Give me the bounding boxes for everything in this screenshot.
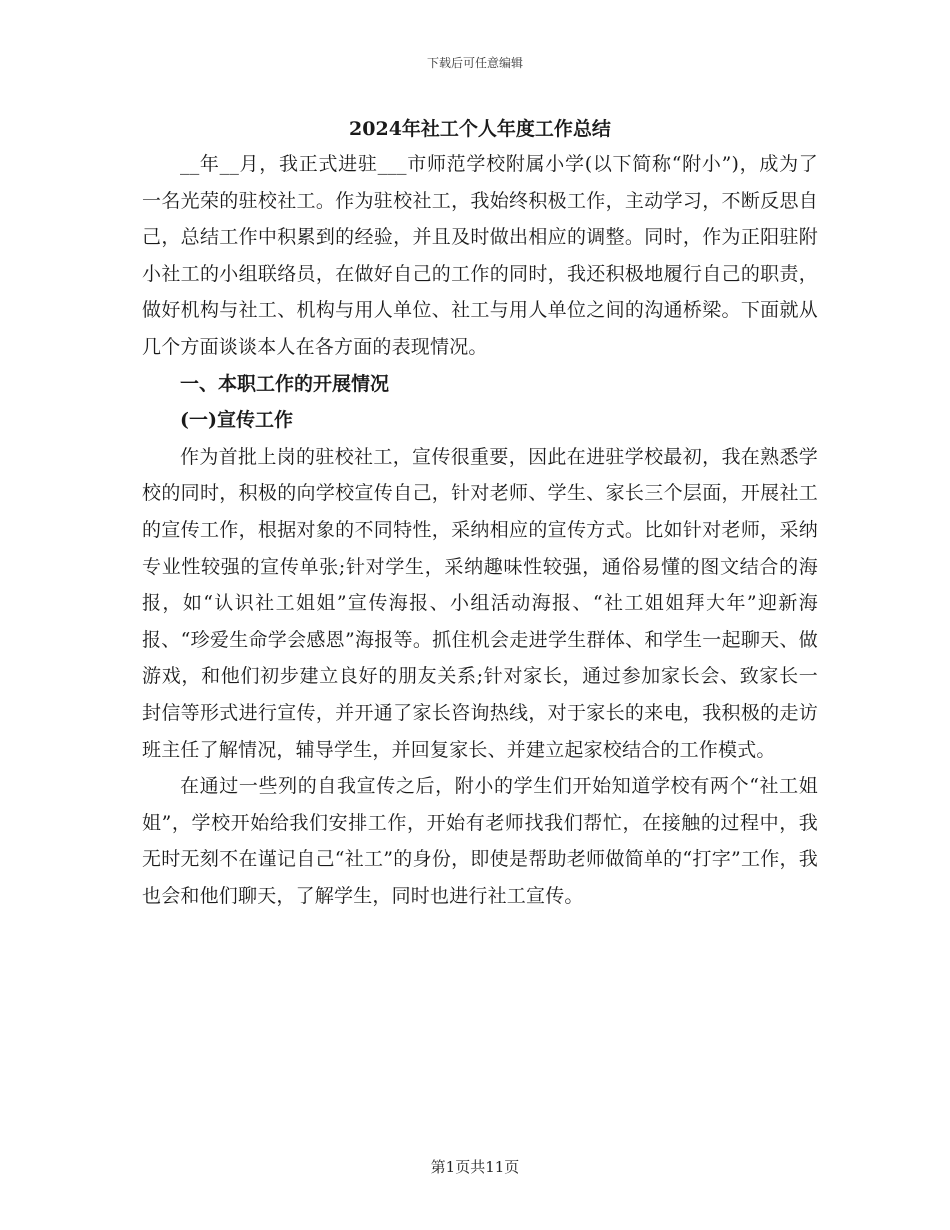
header-note: 下载后可任意编辑 — [426, 56, 523, 70]
body-paragraph-1: 作为首批上岗的驻校社工，宣传很重要，因此在进驻学校最初，我在熟悉学校的同时，积极的向学校宣传自己，针对老师、学生、家长三个层面，开展社工的宣传工作，根据对象的不同特性，采纳相应的宣传方式。比如针对老师，采纳专业性较强的宣传单张;针对学生，采纳趣味性较强，通俗易懂的图文结合的海报，如“认识社工姐姐”宣传海报、小组活动海报、“社工姐姐拜大年”迎新海报、“珍爱生命学会感恩”海报等。抓住机会走进学生群体、和学生一起聊天、做游戏，和他们初步建立良好的朋友关系;针对家长，通过参加家长会、致家长一封信等形式进行宣传，并开通了家长咨询热线，对于家长的来电，我积极的走访班主任了解情况，辅导学生，并回复家长、并建立起家校结合的工作模式。 — [142, 445, 818, 761]
page-number: 第1页共11页 — [430, 1158, 520, 1176]
section-heading-1: 一、本职工作的开展情况 — [180, 372, 390, 395]
document-title: 2024年社工个人年度工作总结 — [349, 118, 611, 140]
document-body — [142, 112, 818, 914]
body-paragraph-2: 在通过一些列的自我宣传之后，附小的学生们开始知道学校有两个“社工姐姐”，学校开始给我们安排工作，开始有老师找我们帮忙，在接触的过程中，我无时无刻不在谨记自己“社工”的身份，即使是帮助老师做简单的“打字”工作，我也会和他们聊天，了解学生，同时也进行社工宣传。 — [142, 775, 818, 907]
subsection-heading-1: (一)宣传工作 — [180, 409, 293, 432]
intro-paragraph: __年__月，我正式进驻___市师范学校附属小学(以下简称“附小”)，成为了一名光荣的驻校社工。作为驻校社工，我始终积极工作，主动学习，不断反思自己，总结工作中积累到的经验，并且及时做出相应的调整。同时，作为正阳驻附小社工的小组联络员，在做好自己的工作的同时，我还积极地履行自己的职责，做好机构与社工、机构与用人单位、社工与用人单位之间的沟通桥梁。下面就从几个方面谈谈本人在各方面的表现情况。 — [142, 153, 818, 358]
